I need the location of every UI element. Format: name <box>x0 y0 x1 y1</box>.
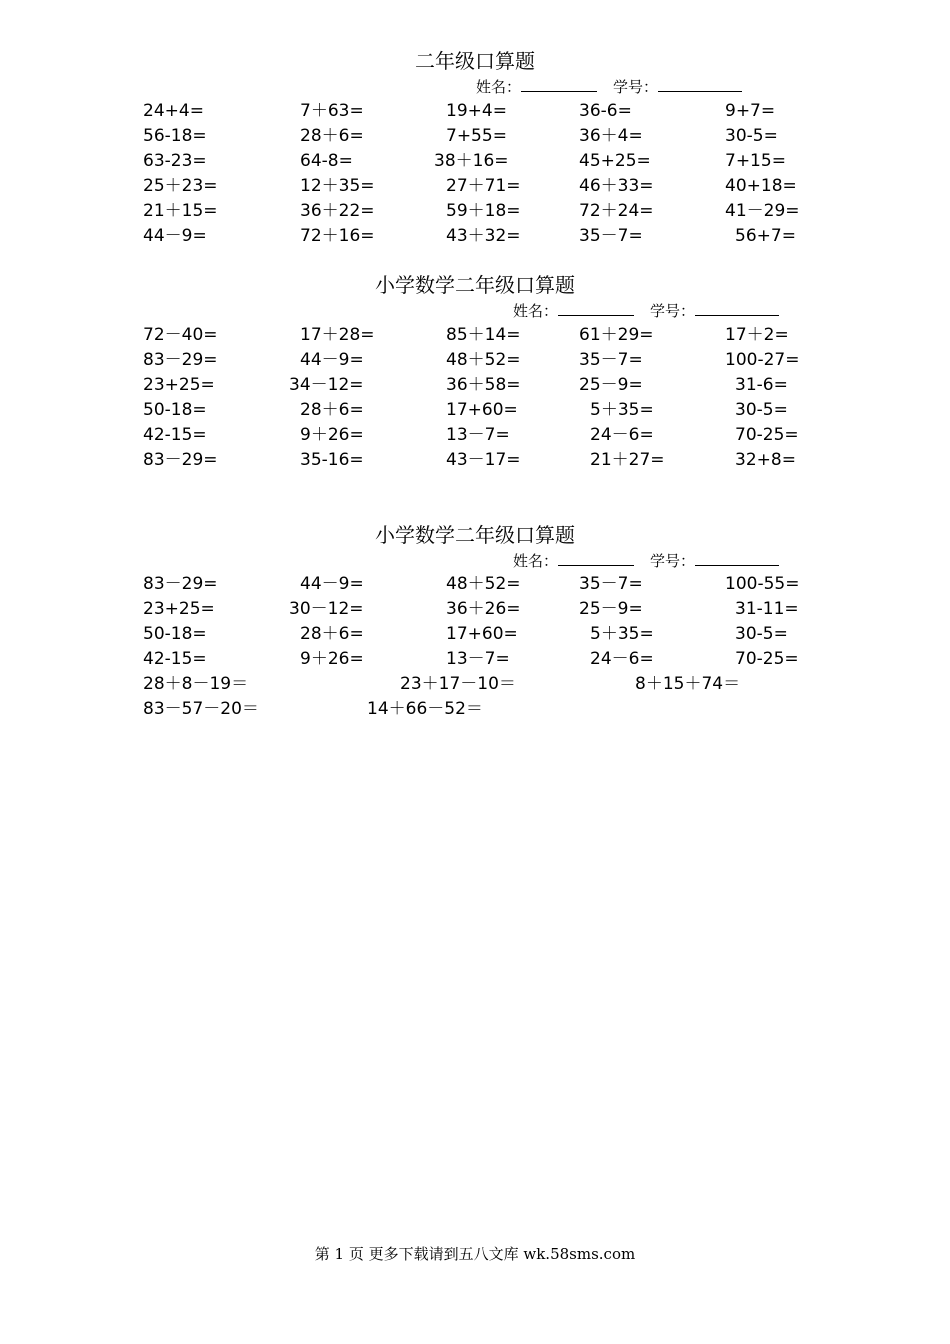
problem: 24+4= <box>143 101 204 121</box>
problem: 42-15= <box>143 425 207 445</box>
problem: 31-11= <box>735 599 799 619</box>
problem: 35-16= <box>300 450 364 470</box>
problem: 42-15= <box>143 649 207 669</box>
problem: 30-5= <box>725 126 778 146</box>
student-id-blank[interactable] <box>695 301 779 316</box>
problem: 64-8= <box>300 151 353 171</box>
problem: 36＋26= <box>446 599 521 619</box>
name-label: 姓名： <box>513 302 559 320</box>
problem: 21＋15= <box>143 201 218 221</box>
problem: 27＋71= <box>446 176 521 196</box>
problem: 32+8= <box>735 450 796 470</box>
student-info-line <box>476 77 742 96</box>
problem: 24－6= <box>590 649 654 669</box>
problem: 45+25= <box>579 151 651 171</box>
multi-step-problem: 83－57－20＝ <box>143 699 259 719</box>
problem: 63-23= <box>143 151 207 171</box>
student-info-line <box>513 551 779 570</box>
problem: 23+25= <box>143 375 215 395</box>
problem: 83－29= <box>143 350 218 370</box>
name-blank[interactable] <box>558 301 634 316</box>
problem: 24－6= <box>590 425 654 445</box>
problem: 31-6= <box>735 375 788 395</box>
problem: 19+4= <box>446 101 507 121</box>
problem: 25＋23= <box>143 176 218 196</box>
problem: 17+60= <box>446 400 518 420</box>
problem: 72＋24= <box>579 201 654 221</box>
problem: 40+18= <box>725 176 797 196</box>
problem: 35－7= <box>579 574 643 594</box>
name-blank[interactable] <box>521 77 597 92</box>
problem: 7+55= <box>446 126 507 146</box>
multi-step-problem: 28＋8－19＝ <box>143 674 249 694</box>
problem: 36＋4= <box>579 126 643 146</box>
problem: 25－9= <box>579 599 643 619</box>
problem: 9＋26= <box>300 649 364 669</box>
problem: 100-27= <box>725 350 800 370</box>
problem: 23+25= <box>143 599 215 619</box>
problem: 85＋14= <box>446 325 521 345</box>
student-id-label: 学号： <box>613 78 659 96</box>
multi-step-problem: 8＋15＋74＝ <box>635 674 741 694</box>
problem: 56+7= <box>735 226 796 246</box>
problem: 43－17= <box>446 450 521 470</box>
problem: 9＋26= <box>300 425 364 445</box>
problem: 44－9= <box>143 226 207 246</box>
problem: 36＋22= <box>300 201 375 221</box>
student-id-label: 学号： <box>650 552 696 570</box>
problem: 48＋52= <box>446 350 521 370</box>
problem: 28＋6= <box>300 126 364 146</box>
problem: 25－9= <box>579 375 643 395</box>
section-title: 二年级口算题 <box>415 49 535 73</box>
problem: 13－7= <box>446 425 510 445</box>
problem: 17+60= <box>446 624 518 644</box>
name-label: 姓名： <box>476 78 522 96</box>
problem: 30-5= <box>735 400 788 420</box>
student-id-label: 学号： <box>650 302 696 320</box>
problem: 7＋63= <box>300 101 364 121</box>
section-title: 小学数学二年级口算题 <box>375 523 575 547</box>
student-id-blank[interactable] <box>658 77 742 92</box>
student-id-blank[interactable] <box>695 551 779 566</box>
name-blank[interactable] <box>558 551 634 566</box>
name-label: 姓名： <box>513 552 559 570</box>
problem: 34－12= <box>289 375 364 395</box>
problem: 72＋16= <box>300 226 375 246</box>
problem: 46＋33= <box>579 176 654 196</box>
problem: 38＋16= <box>434 151 509 171</box>
problem: 70-25= <box>735 649 799 669</box>
problem: 83－29= <box>143 450 218 470</box>
problem: 72－40= <box>143 325 218 345</box>
multi-step-problem: 14＋66－52＝ <box>367 699 483 719</box>
problem: 5＋35= <box>590 400 654 420</box>
problem: 36＋58= <box>446 375 521 395</box>
problem: 13－7= <box>446 649 510 669</box>
problem: 100-55= <box>725 574 800 594</box>
problem: 7+15= <box>725 151 786 171</box>
problem: 17＋28= <box>300 325 375 345</box>
problem: 30－12= <box>289 599 364 619</box>
problem: 9+7= <box>725 101 776 121</box>
problem: 36-6= <box>579 101 632 121</box>
problem: 28＋6= <box>300 624 364 644</box>
problem: 70-25= <box>735 425 799 445</box>
problem: 35－7= <box>579 226 643 246</box>
problem: 5＋35= <box>590 624 654 644</box>
problem: 50-18= <box>143 624 207 644</box>
problem: 43＋32= <box>446 226 521 246</box>
problem: 44－9= <box>300 574 364 594</box>
problem: 41－29= <box>725 201 800 221</box>
problem: 17＋2= <box>725 325 789 345</box>
problem: 44－9= <box>300 350 364 370</box>
problem: 59＋18= <box>446 201 521 221</box>
problem: 56-18= <box>143 126 207 146</box>
section-title: 小学数学二年级口算题 <box>375 273 575 297</box>
problem: 50-18= <box>143 400 207 420</box>
problem: 48＋52= <box>446 574 521 594</box>
problem: 30-5= <box>735 624 788 644</box>
problem: 28＋6= <box>300 400 364 420</box>
problem: 61＋29= <box>579 325 654 345</box>
page-footer: 第 1 页 更多下载请到五八文库 wk.58sms.com <box>314 1245 636 1263</box>
problem: 35－7= <box>579 350 643 370</box>
problem: 12＋35= <box>300 176 375 196</box>
problem: 83－29= <box>143 574 218 594</box>
student-info-line <box>513 301 779 320</box>
problem: 21＋27= <box>590 450 665 470</box>
multi-step-problem: 23＋17－10＝ <box>400 674 516 694</box>
